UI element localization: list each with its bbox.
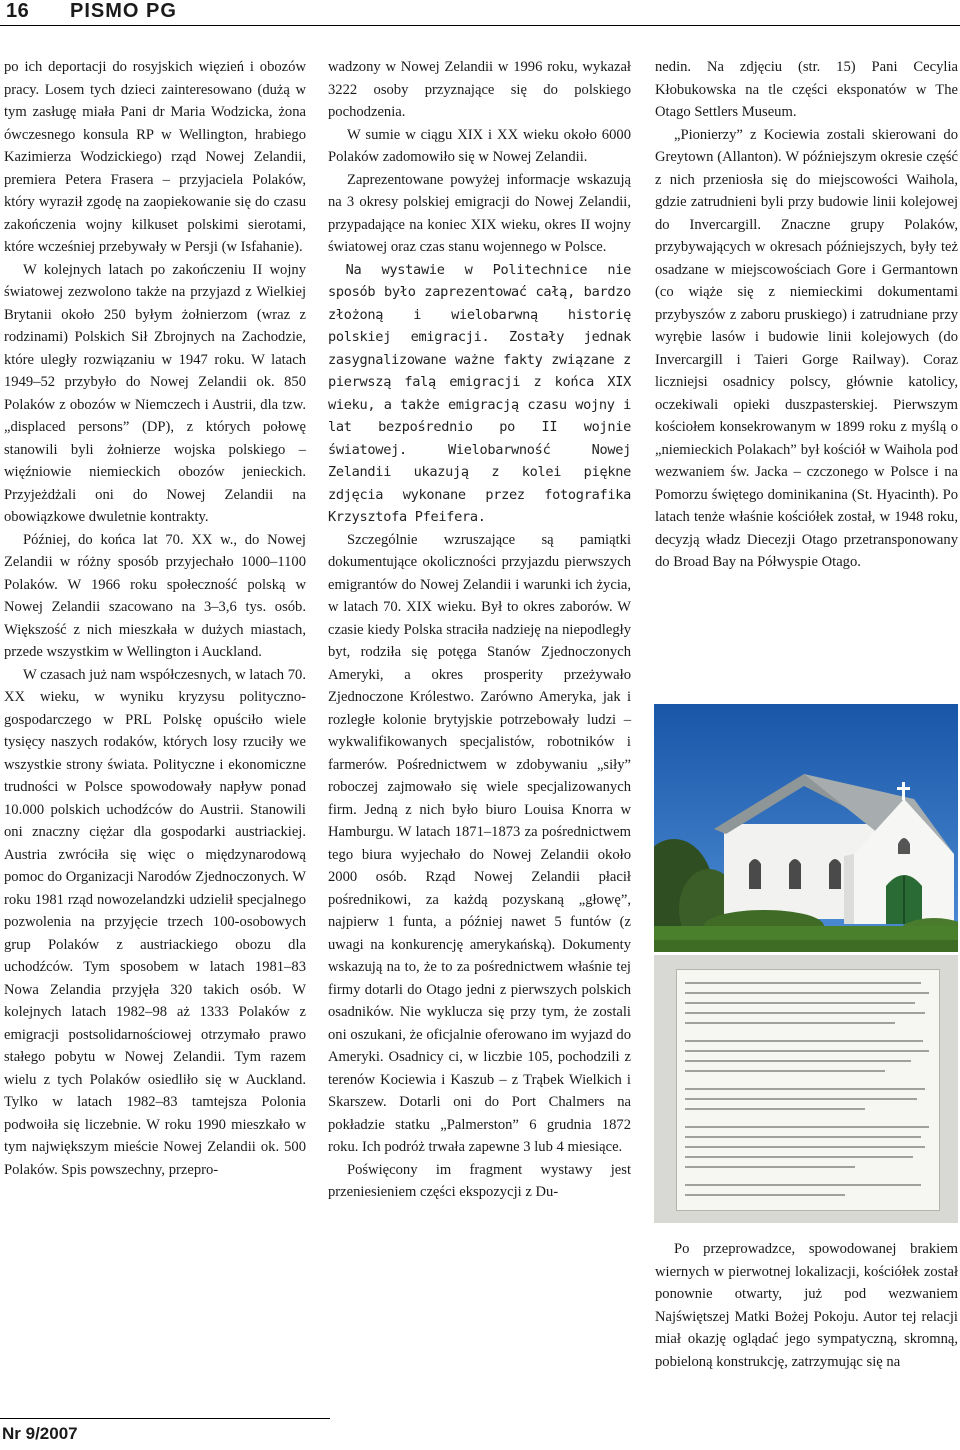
page-number: 16 bbox=[6, 0, 30, 22]
paragraph: Szczególnie wzruszające są pamiątki dokumentujące okoliczności przyjazdu pierwszych emigrantów do Nowej Zelandii i warunki ich życia, w latach 70. XIX wieku. Był to okres zaborów. W czasie kiedy Polska straciła nadzieję na niepodległy byt, rodziła się potęga Stanów Zjednoczonych Ameryki, a okres prosperity przeżywało Zjednoczone Królestwo. Zarówno Ameryka, jak i rozległe kolonie brytyjskie potrzebowały ludzi – wykwalifikowanych specjalistów, robotników i farmerów. Pośrednictwem w zdobywaniu „siły” roboczej zajmowało się wiele specjalizowanych firm. Jedną z nich było biuro Louisa Knorra w Hamburgu. W latach 1871–1873 za pośrednictwem tego biura wyjechało do Nowej Zelandii około 2000 osób. Rząd Nowej Zelandii płacił pośrednikowi, za każdą pozyskaną „głowę”, najpierw 1 funta, a później nawet 5 funtów (z uwagi na konkurencję amerykańską). Dokumenty wskazują na to, że to za pośrednictwem właśnie tej firmy dotarli do Otago jedni z pierwszych polskich osadników. Nie wyklucza się przy tym, że zostali oni oszukani, że oficjalnie oferowano im wyjazd do Ameryki. Osadnicy ci, w liczbie 105, pochodzili z terenów Kociewia i Kaszub – z Trąbek Wielkich i Skarszew. Dotarli oni do Port Chalmers na pokładzie statku „Palmerston” 6 grudnia 1872 roku. Ich podróż trwała zapewne 3 lub 4 miesiące. bbox=[328, 531, 631, 1155]
church-photo bbox=[654, 704, 958, 952]
article-column-3 bbox=[655, 56, 958, 574]
paragraph: „Pionierzy” z Kociewia zostali skierowani do Greytown (Allanton). W późniejszym okresie część z nich przeniosła się do miejscowości Waihola, gdzie zatrudnieni byli przy budowie linii kolejowej do Invercargill. Znaczne grupy Polaków, przybywających w okresach późniejszych, były też osadzane w miejscowościach Gore i Germantown (co wiąże się z niemieckimi dokumentami przybyszów z zaboru pruskiego) i zatrudniane przy wyrębie lasów i budowie linii kolejowych (do Invercargill i Taieri Gorge Railway). Coraz liczniejsi osadnicy polscy, głównie katolicy, oczekiwali opieki duszpasterskiej. Pierwszym kościołem konsekrowanym w 1899 roku z myślą o „niemieckich Polakach” był kościół w Waihola pod wezwaniem św. Jacka – czczonego w Polsce i na Pomorzu świętego dominikanina (St. Hyacinth). Po latach tenże właśnie kościółek został, w 1948 roku, decyzją władz Diecezji Otago przetransponowany do Broad Bay na Półwyspie Otago. bbox=[655, 126, 958, 570]
page-header bbox=[0, 0, 960, 26]
commemorative-plaque-photo bbox=[654, 955, 958, 1223]
paragraph: W czasach już nam współczesnych, w latach 70. XX wieku, w wyniku kryzysu polityczno-gospodarczego w PRL Polskę opuściło wiele tysięcy naszych rodaków, których losy rzuciły we wszystkie strony świata. Polityczne i ekonomiczne trudności w Polsce spowodowały napływ ponad 10.000 polskich uchodźców do Austrii. Stanowili oni znaczny ciężar dla gospodarki austriackiej. Austria zwróciła się więc o międzynarodową pomoc do Organizacji Narodów Zjednoczonych. W roku 1981 rząd nowozelandzki udzielił specjalnego pozwolenia na przyjęcie trzech 100-osobowych grup Polaków z austriackiego obozu dla uchodźców. Tym sposobem w latach 1981–83 Nowa Zelandia przyjęła 320 takich osób. W kolejnych latach 1982–98 aż 1333 Polaków z emigracji postsolidarnościowej otrzymało prawo stałego pobytu w Nowej Zelandii. Tym razem wielu z tych Polaków osiedliło się w Auckland. Tylko w latach 1982–83 tamtejsza Polonia podwoiła się liczebnie. W roku 1990 mieszkało w tym największym mieście Nowej Zelandii ok. 500 Polaków. Spis powszechny, przepro- bbox=[4, 666, 306, 1178]
lead-highlight-paragraph: Na wystawie w Politechnice nie sposób było zaprezentować całą, bardzo złożoną i wielobarwną historię polskiej emigracji. Zostały jednak zasygnalizowane ważne fakty związane z pierwszą falą emigracji z końca XIX wieku, a także emigracją czasu wojny i lat bezpośrednio po II wojnie światowej. Wielobarwność Nowej Zelandii ukazują z kolei piękne zdjęcia wykonane przez fotografika Krzysztofa Pfeifera. bbox=[328, 261, 631, 525]
footer-rule bbox=[0, 1418, 330, 1419]
paragraph: W kolejnych latach po zakończeniu II wojny światowej zezwolono także na przyjazd z Wielkiej Brytanii około 250 byłym żołnierzom (wraz z rodzinami) Polskich Sił Zbrojnych na Zachodzie, które uległy rozwiązaniu w 1947 roku. W latach 1949–52 przybyło do Nowej Zelandii ok. 850 Polaków z obozów w Niemczech i Austrii, dla tzw. „displaced persons” (DP), z których połowę stanowili byli żołnierze wojska polskiego – więźniowie niemieckich obozów jenieckich. Przyjeżdżali oni do Nowej Zelandii na obowiązkowe dwuletnie kontrakty. bbox=[4, 261, 306, 525]
article-column-2 bbox=[328, 56, 631, 1204]
article-column-1 bbox=[4, 56, 306, 1181]
paragraph: Poświęcony im fragment wystawy jest przeniesieniem części ekspozycji z Du- bbox=[328, 1161, 631, 1200]
paragraph: W sumie w ciągu XIX i XX wieku około 6000 Polaków zadomowiło się w Nowej Zelandii. bbox=[328, 126, 631, 165]
article-column-3-continued bbox=[655, 1238, 958, 1373]
plaque-panel bbox=[676, 969, 940, 1211]
header-rule bbox=[0, 25, 960, 26]
paragraph: Zaprezentowane powyżej informacje wskazują na 3 okresy polskiej emigracji do Nowej Zelandii, przypadające na koniec XIX wieku, okres II wojny światowej oraz czas stanu wojennego w Polsce. bbox=[328, 171, 631, 255]
magazine-title: PISMO PG bbox=[70, 0, 177, 22]
paragraph: wadzony w Nowej Zelandii w 1996 roku, wykazał 3222 osoby przyznające się do polskiego pochodzenia. bbox=[328, 59, 631, 120]
paragraph: Po przeprowadzce, spowodowanej brakiem wiernych w pierwotnej lokalizacji, kościółek został ponownie otwarty, już pod wezwaniem Najświętszej Matki Bożej Pokoju. Autor tej relacji miał okazję oglądać jego sympatyczną, skromną, pobieloną konstrukcję, zatrzymując się na bbox=[655, 1241, 958, 1370]
issue-number: Nr 9/2007 bbox=[2, 1424, 78, 1443]
paragraph: Później, do końca lat 70. XX w., do Nowej Zelandii w różny sposób przyjechało 1000–1100 Polaków. W 1966 roku społeczność polską w Nowej Zelandii szacowano na 3–3,6 tys. osób. Większość z nich mieszkała w dużych miastach, przede wszystkim w Wellington i Auckland. bbox=[4, 531, 306, 660]
paragraph: po ich deportacji do rosyjskich więzień i obozów pracy. Losem tych dzieci zainteresowano (dużą w tym zasługę miała Pani dr Maria Wodzicka, żona ówczesnego konsula RP w Wellington, hrabiego Kazimierza Wodzickiego) rząd Nowej Zelandii, premiera Petera Frasera – przyjaciela Polaków, który wyraził zgodę na zaopiekowanie się do czasu zakończenia wojny kilkuset polskimi sierotami, które wcześniej przebywały w Persji (w Isfahanie). bbox=[4, 59, 306, 255]
paragraph: nedin. Na zdjęciu (str. 15) Pani Cecylia Kłobukowska na tle części eksponatów w The Otago Settlers Museum. bbox=[655, 59, 958, 120]
